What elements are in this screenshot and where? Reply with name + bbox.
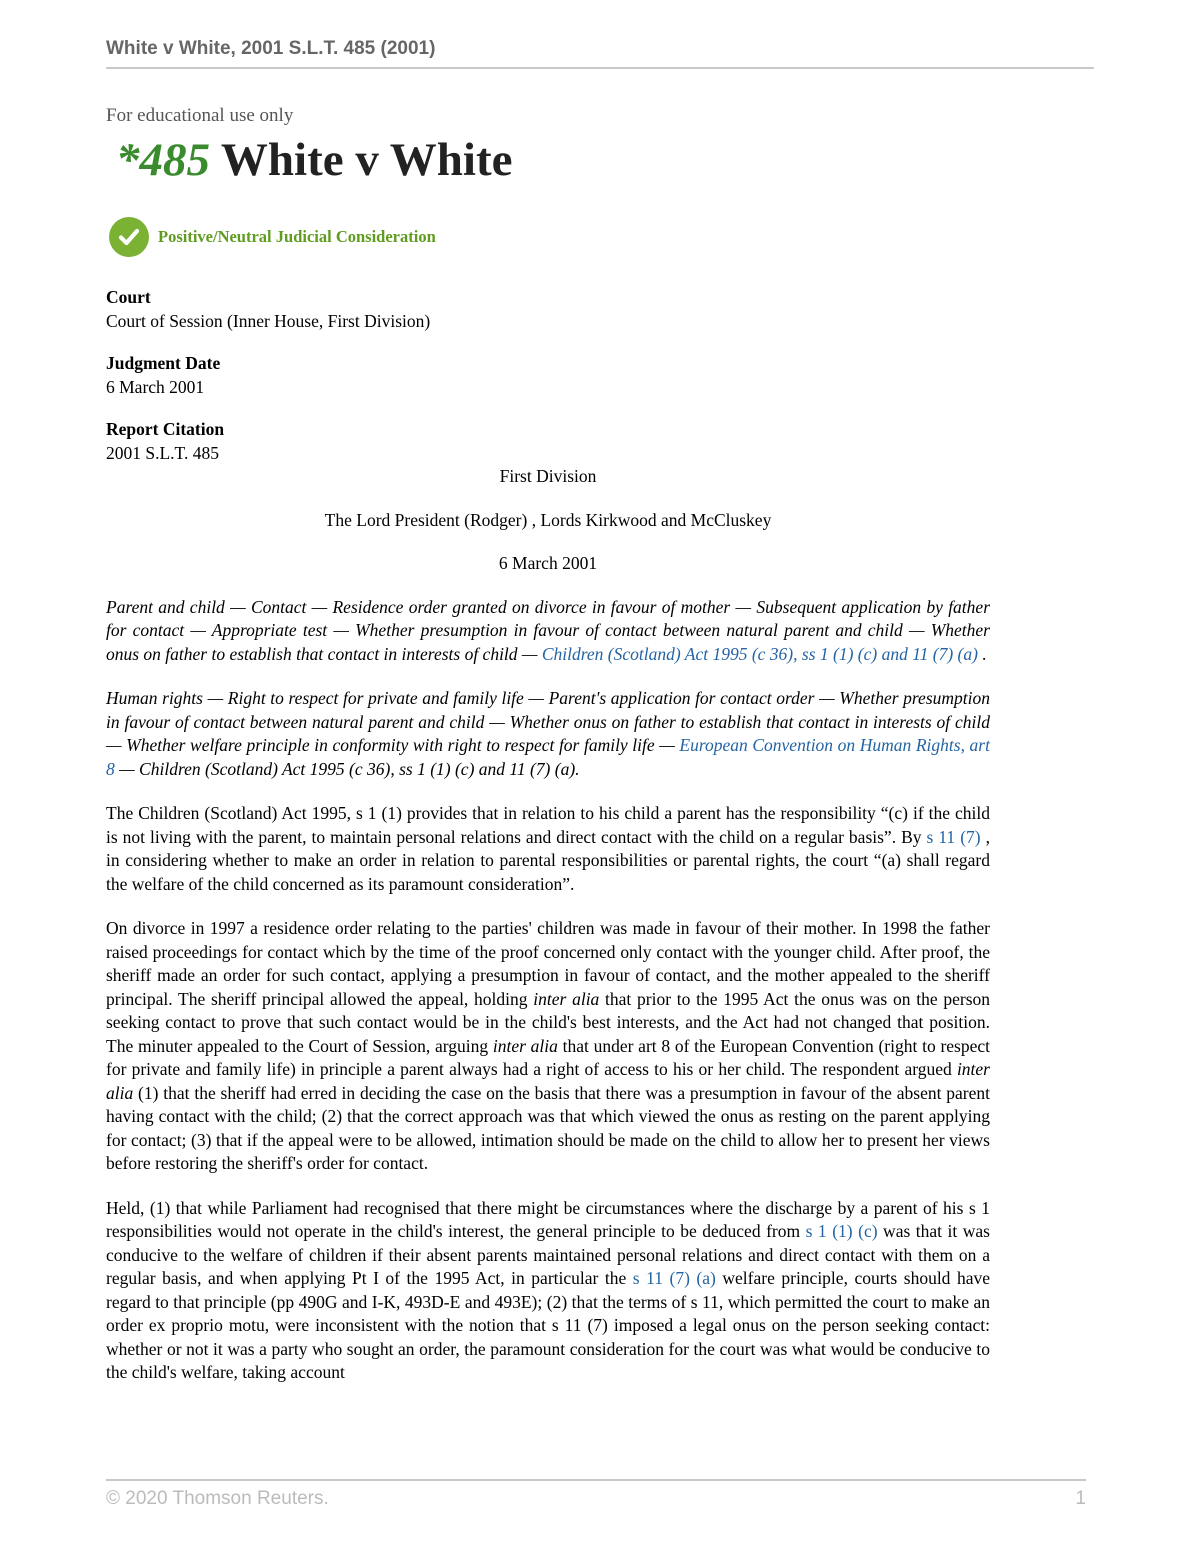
para2-text-b: that prior to the 1995 Act the onus was on the person seeking contact to prove that such contact would be in the child's best interests, and the Act had not changed that position. The minuter appealed to the Court of Session, arguing [106, 988, 991, 1056]
hearing-date: 6 March 2001 [498, 553, 598, 573]
judgment-date-value: 6 March 2001 [106, 376, 205, 397]
document-title [116, 132, 990, 188]
catchwords-2-end: — Children (Scotland) Act 1995 (c 36), ss 1 (1) (c) and 11 (7) (a). [114, 758, 580, 779]
catchwords-2-text: Human rights — Right to respect for private and family life — Parent's application for contact order — Whether presumption in favour of contact between natural parent and child — Whether onus on father to establish that contact in interests of child — Whether welfare principle in conformity with right to respect for family life — [106, 688, 990, 755]
treatment-flag[interactable] [106, 216, 990, 258]
para2-italic-3: inter alia [106, 1059, 990, 1103]
para1-text-a: The Children (Scotland) Act 1995, s 1 (1) provides that in relation to his child a parent has the responsibility “(c) if the child is not living with the parent, to maintain personal relations and direct contact with the child on a regular basis”. By [106, 803, 990, 847]
court-section [106, 286, 990, 333]
para2-text-a: On divorce in 1997 a residence order relating to the parties' children was made in favour of their mother. In 1998 the father raised proceedings for contact which by the time of the proof concerned only contact with the younger child. After proof, the sheriff made an order for such contact, applying a presumption in favour of contact, and the mother appealed to the sheriff principal. The sheriff principal allowed the appeal, holding [106, 918, 990, 1009]
treatment-label: Positive/Neutral Judicial Consideration [158, 227, 436, 247]
catchwords-paragraph-2 [106, 687, 990, 781]
para2-text-c: that under art 8 of the European Convention (right to respect for private and family life) in principle a parent always had a right of access to his or her child. The respondent argued [106, 1035, 990, 1079]
footer-copyright: © 2020 Thomson Reuters. [106, 1488, 329, 1509]
judgment-date-label: Judgment Date [106, 353, 221, 373]
para2-text-d: (1) that the sheriff had erred in deciding the case on the basis that there was a presumption in favour of the absent parent having contact with the child; (2) that the correct approach was that which viewed the onus as resting on the parent applying for contact; (3) that if the appeal were to be allowed, intimation should be made on the child to allow her to present her views before restoring the sheriff's order for contact. [106, 1082, 990, 1173]
catchwords-1-end: . [977, 643, 987, 664]
report-citation-section [106, 418, 990, 465]
footer-page-number: 1 [1075, 1488, 1086, 1509]
checkmark-icon [109, 217, 149, 257]
page-header-title: White v White, 2001 S.L.T. 485 (2001) [106, 38, 436, 59]
catchwords-paragraph-1 [106, 596, 990, 667]
statute-link-s11-7[interactable]: s 11 (7) [926, 826, 981, 847]
para3-text-b: was that it was conducive to the welfare of children if their absent parents maintained personal relations and direct contact with them on a regular basis, and when applying Pt I of the 1995 Act, in particular the [106, 1221, 990, 1288]
headnote-paragraph-held [106, 1197, 990, 1385]
court-label: Court [106, 287, 151, 307]
header-divider [106, 67, 1094, 69]
report-citation-label: Report Citation [106, 419, 225, 439]
para2-italic-2: inter alia [492, 1035, 558, 1056]
catchwords-1-text: Parent and child — Contact — Residence order granted on divorce in favour of mother — Subsequent application by father for contact — Appropriate test — Whether presumption in favour of contact between natural parent and child — Whether onus on father to establish that contact in interests of child — [106, 596, 990, 664]
star-page-reference: *485 [116, 134, 210, 186]
statute-link-children-act[interactable]: Children (Scotland) Act 1995 (c 36), ss 1 (1) (c) and 11 (7) (a) [541, 643, 978, 664]
division-heading: First Division [499, 466, 597, 486]
statute-link-echr-art8[interactable]: European Convention on Human Rights, art 8 [106, 735, 990, 779]
judges-line: The Lord President (Rodger) , Lords Kirkwood and McCluskey [324, 509, 772, 530]
para3-text-a: Held, (1) that while Parliament had recognised that there might be circumstances where the discharge by a parent of his s 1 responsibilities would not operate in the child's interest, the general principle to be deduced from [106, 1197, 990, 1241]
report-citation-value: 2001 S.L.T. 485 [106, 442, 219, 463]
document-body [106, 104, 990, 1385]
para3-text-c: welfare principle, courts should have regard to that principle (pp 490G and I-K, 493D-E and 493E); (2) that the terms of s 11, which permitted the court to make an order ex proprio motu, were inconsistent with the notion that s 11 (7) imposed a legal onus on the person seeking contact: whether or not it was a party who sought an order, the paramount consideration for the court was what would be conducive to the child's welfare, taking account [106, 1268, 990, 1382]
headnote-paragraph-facts [106, 917, 990, 1176]
para2-italic-1: inter alia [533, 988, 600, 1009]
case-name: White v White [220, 134, 513, 186]
headnote-paragraph-statute [106, 802, 990, 896]
educational-use-notice: For educational use only [106, 105, 294, 126]
court-value: Court of Session (Inner House, First Division) [106, 310, 431, 331]
para1-text-b: , in considering whether to make an order in relation to parental responsibilities or parental rights, the court “(a) shall regard the welfare of the child concerned as its paramount consideration”. [106, 826, 990, 894]
footer-divider [106, 1479, 1086, 1481]
statute-link-s11-7-a[interactable]: s 11 (7) (a) [632, 1268, 716, 1288]
judgment-date-section [106, 352, 990, 399]
statute-link-s1-1-c[interactable]: s 1 (1) (c) [805, 1221, 878, 1241]
